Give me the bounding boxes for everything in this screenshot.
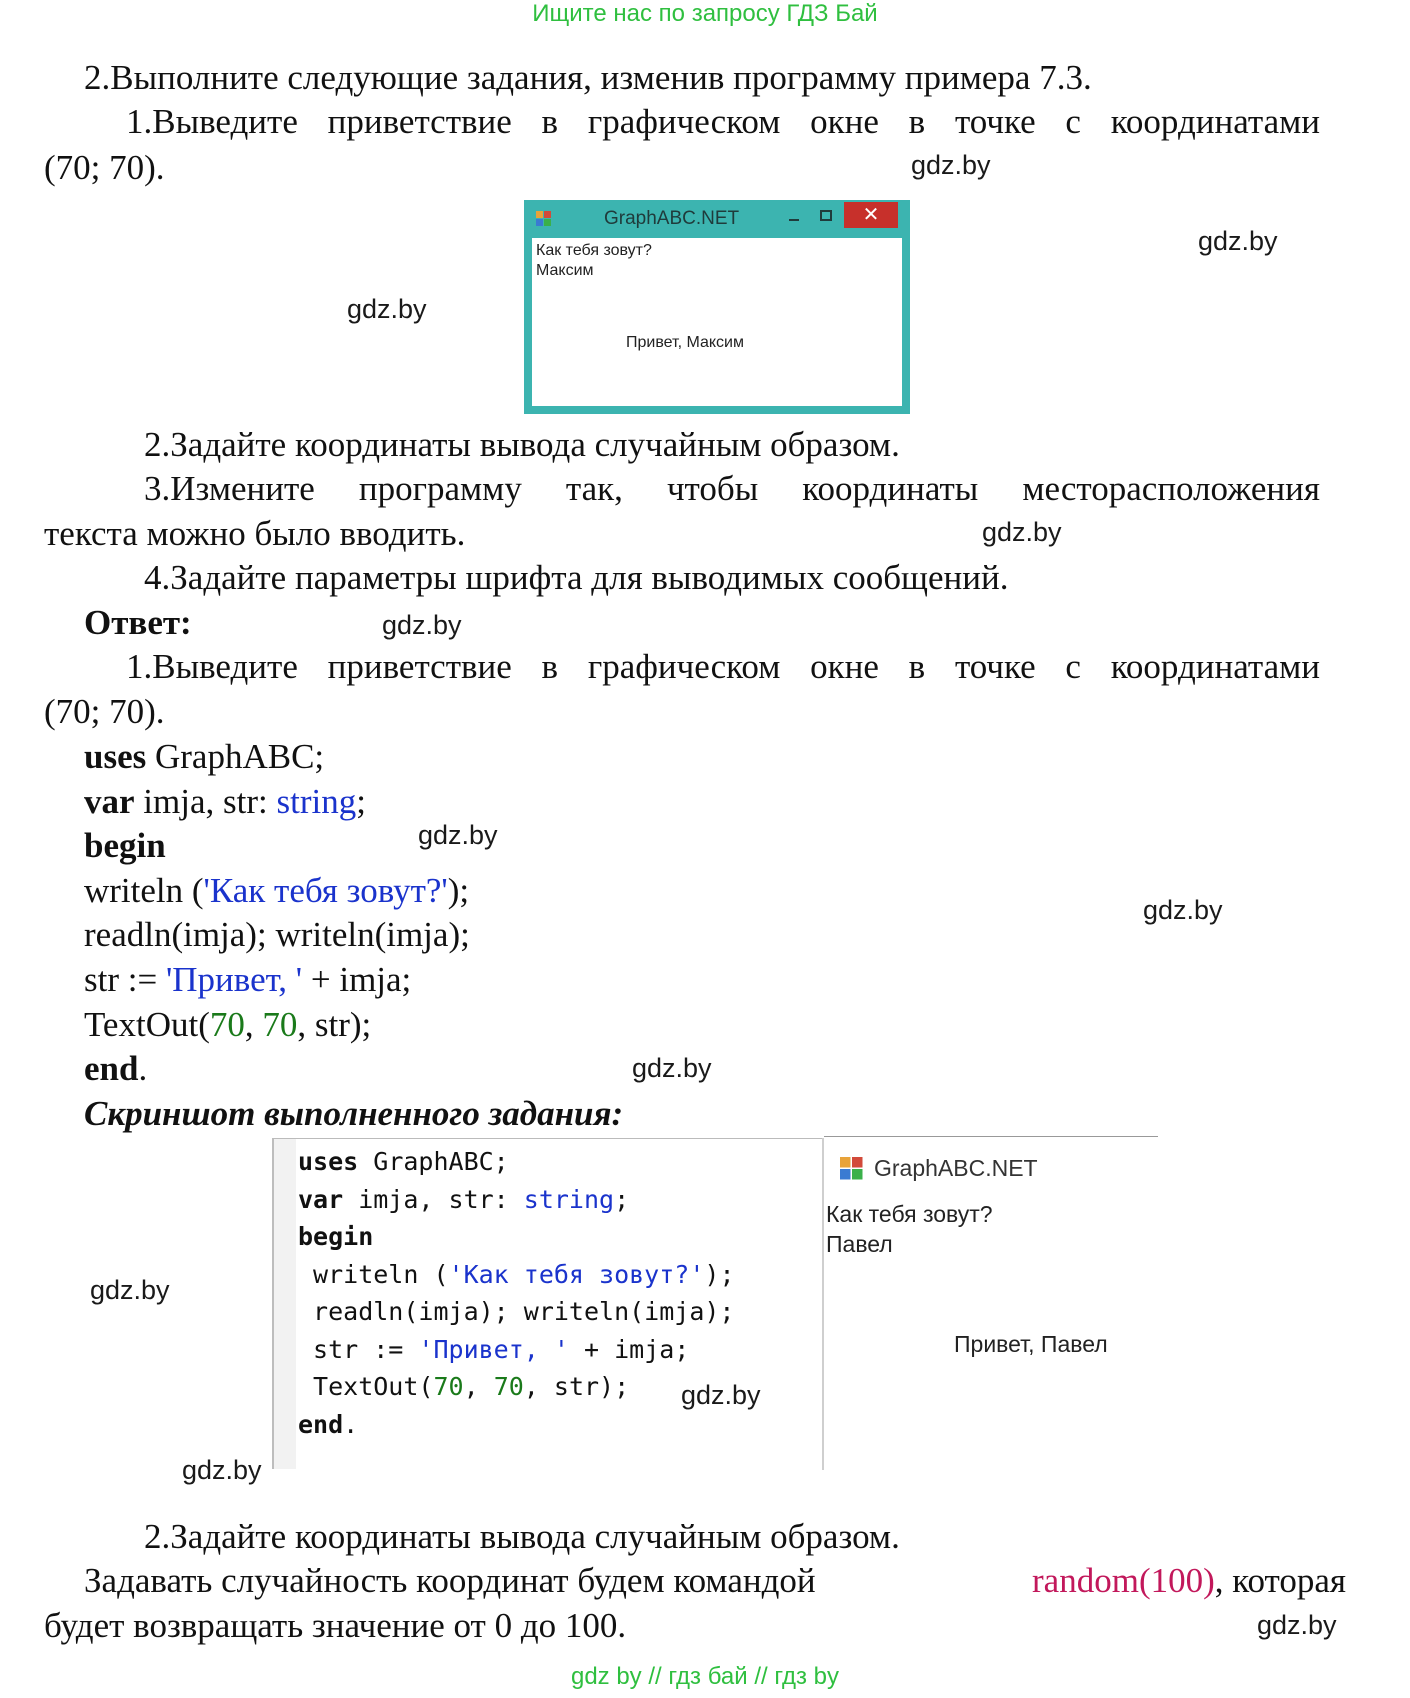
code-line-4: writeln ('Как тебя зовут?'); bbox=[84, 871, 470, 910]
random-line-1: Задавать случайность координат будем командой random(100), которая bbox=[84, 1561, 1346, 1600]
prompt-text: Как тебя зовут? bbox=[826, 1201, 993, 1227]
task-item-1-line-2: (70; 70). bbox=[44, 148, 165, 187]
close-button[interactable] bbox=[844, 202, 898, 228]
task-item-3-line-2: текста можно было вводить. bbox=[44, 514, 466, 553]
app-icon bbox=[536, 211, 552, 227]
watermark: gdz.by bbox=[347, 294, 427, 324]
watermark: gdz.by bbox=[418, 820, 498, 850]
answer-item-1-line-1: 1.Выведите приветствие в графическом окне в точке с координатами bbox=[126, 647, 1320, 686]
answer-label: Ответ: bbox=[84, 603, 192, 642]
code-line-8: end. bbox=[84, 1049, 148, 1088]
watermark: gdz.by bbox=[382, 610, 462, 640]
code-line-6: str := 'Привет, ' + imja; bbox=[84, 960, 412, 999]
footer: gdz by // гдз бай // гдз by bbox=[570, 1663, 840, 1690]
close-icon: ✕ bbox=[862, 204, 880, 226]
window-titlebar bbox=[524, 200, 910, 238]
editor-code: uses GraphABC; var imja, str: string; begin writeln ('Как тебя зовут?'); readln(imja); writeln(imja); str := 'Привет, ' + imja; TextOut(70, 70, str); end. bbox=[298, 1147, 735, 1439]
task-heading: 2.Выполните следующие задания, изменив программу примера 7.3. bbox=[84, 58, 1092, 97]
input-echo-text: Павел bbox=[826, 1231, 893, 1257]
editor-gutter bbox=[274, 1139, 296, 1469]
task-item-2: 2.Задайте координаты вывода случайным образом. bbox=[144, 425, 900, 464]
answer-item-1-line-2: (70; 70). bbox=[44, 692, 165, 731]
input-echo-text: Максим bbox=[536, 262, 594, 279]
greeting-text: Привет, Максим bbox=[626, 334, 744, 351]
screenshot-label: Скриншот выполненного задания: bbox=[84, 1094, 624, 1133]
graphabc-window-2 bbox=[824, 1136, 1158, 1471]
watermark: gdz.by bbox=[982, 517, 1062, 547]
watermark: gdz.by bbox=[911, 150, 991, 180]
task-item-1-line-1: 1.Выведите приветствие в графическом окне в точке с координатами bbox=[126, 102, 1320, 141]
watermark: gdz.by bbox=[681, 1380, 761, 1410]
watermark: gdz.by bbox=[1198, 226, 1278, 256]
code-line-3: begin bbox=[84, 826, 166, 865]
window-client-area bbox=[532, 238, 902, 406]
watermark: gdz.by bbox=[632, 1053, 712, 1083]
code-line-1: uses GraphABC; bbox=[84, 737, 325, 776]
random-line-2: будет возвращать значение от 0 до 100. bbox=[44, 1606, 627, 1645]
code-line-7: TextOut(70, 70, str); bbox=[84, 1005, 372, 1044]
prompt-text: Как тебя зовут? bbox=[536, 242, 652, 259]
watermark: gdz.by bbox=[90, 1275, 170, 1305]
greeting-text: Привет, Павел bbox=[954, 1331, 1108, 1357]
task-item-4: 4.Задайте параметры шрифта для выводимых сообщений. bbox=[144, 558, 1009, 597]
minimize-icon[interactable] bbox=[782, 206, 806, 228]
top-banner: Ищите нас по запросу ГДЗ Бай bbox=[532, 0, 878, 27]
code-line-2: var imja, str: string; bbox=[84, 782, 366, 821]
code-line-5: readln(imja); writeln(imja); bbox=[84, 915, 470, 954]
code-editor-screenshot bbox=[272, 1138, 826, 1469]
task-item-3-line-1: 3.Измените программу так, чтобы координаты месторасположения bbox=[144, 469, 1320, 508]
watermark: gdz.by bbox=[1257, 1610, 1337, 1640]
answer-item-2: 2.Задайте координаты вывода случайным образом. bbox=[144, 1517, 900, 1556]
graphabc-window-1 bbox=[524, 200, 910, 414]
watermark: gdz.by bbox=[1143, 895, 1223, 925]
window-title: GraphABC.NET bbox=[874, 1155, 1038, 1181]
watermark: gdz.by bbox=[182, 1455, 262, 1485]
maximize-icon[interactable] bbox=[814, 206, 838, 228]
window-title: GraphABC.NET bbox=[604, 208, 740, 229]
app-icon bbox=[840, 1157, 864, 1181]
